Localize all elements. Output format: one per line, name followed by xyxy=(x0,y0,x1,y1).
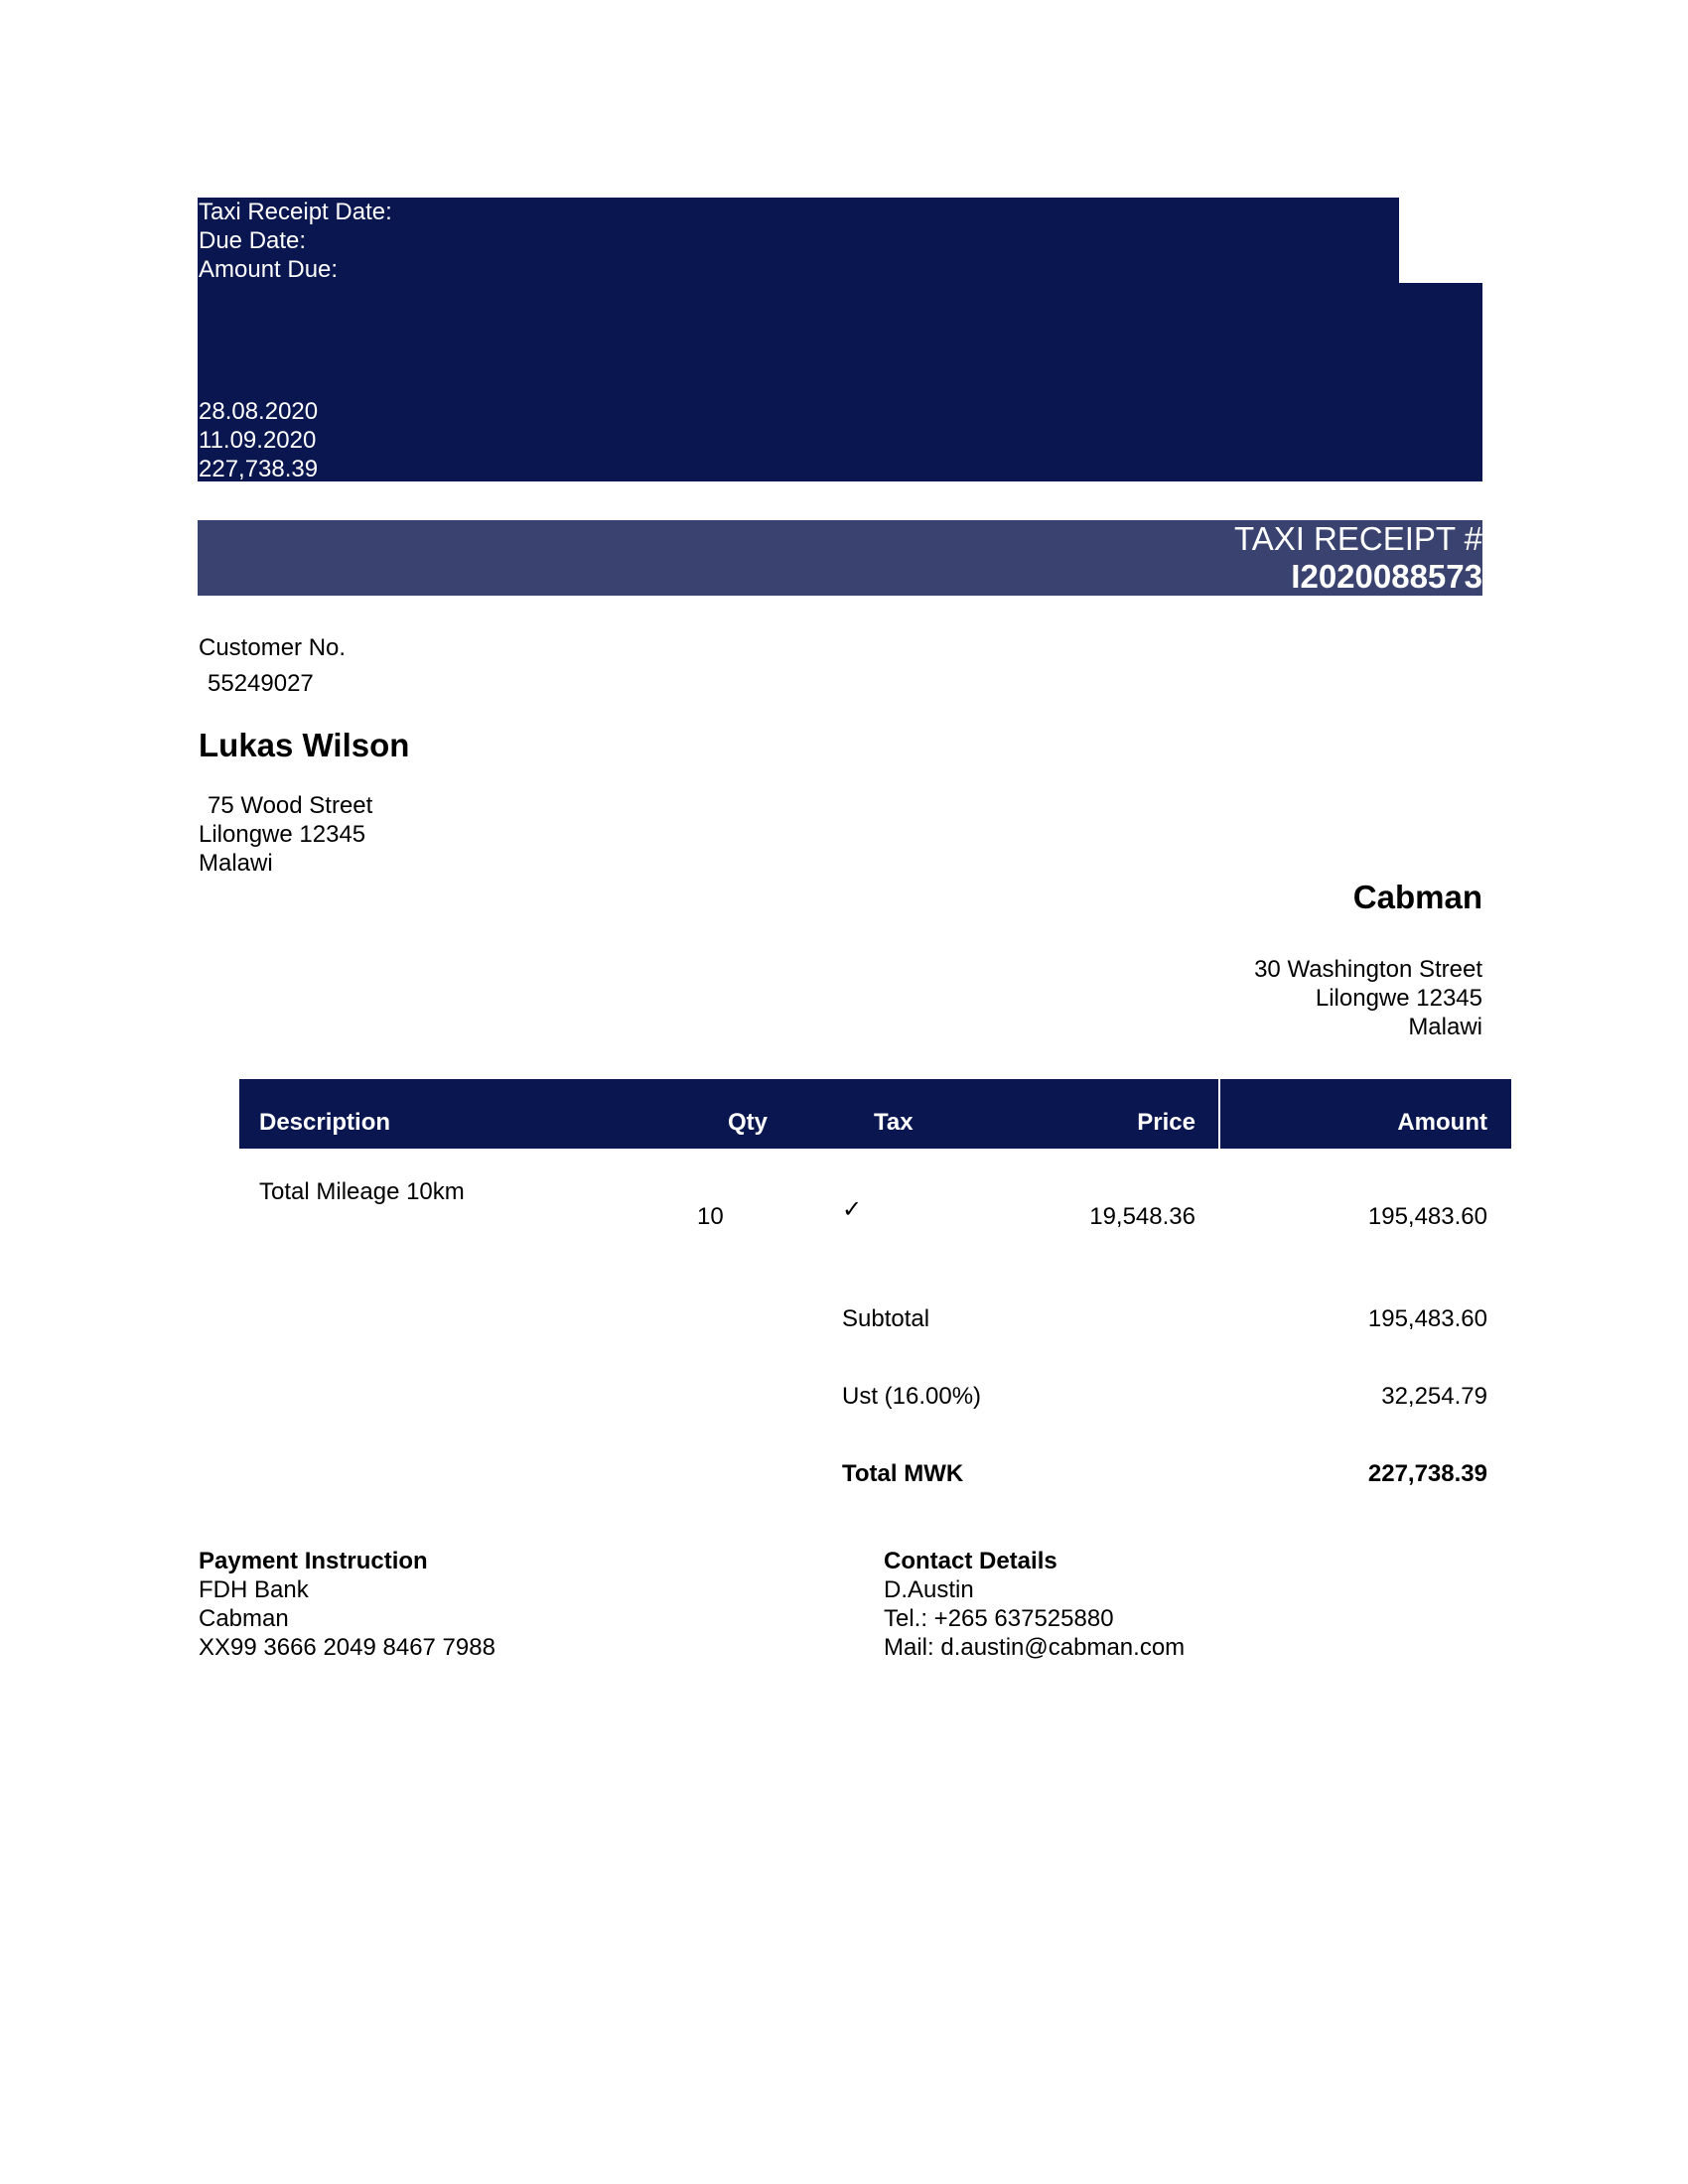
tax-label: Ust (16.00%) xyxy=(842,1383,982,1410)
tax-value: 32,254.79 xyxy=(1381,1383,1487,1410)
customer-street: 75 Wood Street xyxy=(208,792,373,819)
subtotal-label: Subtotal xyxy=(842,1305,930,1332)
company-address xyxy=(1254,955,1482,1041)
customer-number: 55249027 xyxy=(208,670,314,697)
amount-due-value: 227,738.39 xyxy=(199,456,319,482)
total-label: Total MWK xyxy=(842,1460,964,1487)
payment-recipient: Cabman xyxy=(199,1605,289,1632)
header-divider xyxy=(1218,1079,1220,1149)
company-name: Cabman xyxy=(1352,879,1482,915)
company-city: Lilongwe 12345 xyxy=(1315,985,1482,1012)
customer-number-label: Customer No. xyxy=(199,634,347,661)
col-price-header: Price xyxy=(1137,1109,1196,1136)
company-country: Malawi xyxy=(1408,1014,1482,1040)
contact-details xyxy=(884,1547,1185,1662)
contact-phone: Tel.: +265 637525880 xyxy=(884,1605,1114,1632)
receipt-date-value: 28.08.2020 xyxy=(199,398,319,425)
payment-title: Payment Instruction xyxy=(199,1548,428,1574)
customer-city: Lilongwe 12345 xyxy=(199,821,366,848)
receipt-title: TAXI RECEIPT # xyxy=(1233,520,1482,557)
receipt-number: I2020088573 xyxy=(1291,558,1482,595)
contact-title: Contact Details xyxy=(884,1548,1057,1574)
amount-due-label: Amount Due: xyxy=(199,256,339,283)
header-labels xyxy=(199,198,392,284)
payment-bank: FDH Bank xyxy=(199,1576,309,1603)
row-description: Total Mileage 10km xyxy=(259,1178,465,1205)
header-values xyxy=(199,397,318,483)
receipt-date-label: Taxi Receipt Date: xyxy=(199,199,392,225)
col-description-header: Description xyxy=(259,1109,391,1136)
customer-name: Lukas Wilson xyxy=(199,727,410,763)
contact-name: D.Austin xyxy=(884,1576,974,1603)
tax-check-icon: ✓ xyxy=(842,1196,863,1223)
company-street: 30 Washington Street xyxy=(1254,956,1482,983)
col-qty-header: Qty xyxy=(728,1109,769,1136)
receipt-heading xyxy=(1234,520,1482,596)
row-qty: 10 xyxy=(697,1203,724,1230)
payment-iban: XX99 3666 2049 8467 7988 xyxy=(199,1634,495,1661)
contact-email: Mail: d.austin@cabman.com xyxy=(884,1634,1186,1661)
row-price: 19,548.36 xyxy=(1089,1203,1196,1230)
due-date-value: 11.09.2020 xyxy=(199,427,317,454)
subtotal-value: 195,483.60 xyxy=(1367,1305,1487,1332)
header-panel-bottom xyxy=(198,283,1482,481)
due-date-label: Due Date: xyxy=(199,227,307,254)
col-amount-header: Amount xyxy=(1397,1109,1487,1136)
total-value: 227,738.39 xyxy=(1367,1460,1487,1487)
customer-country: Malawi xyxy=(199,850,273,877)
payment-instruction xyxy=(199,1547,495,1662)
col-tax-header: Tax xyxy=(874,1109,914,1136)
customer-address xyxy=(199,791,372,878)
row-amount: 195,483.60 xyxy=(1367,1203,1487,1230)
